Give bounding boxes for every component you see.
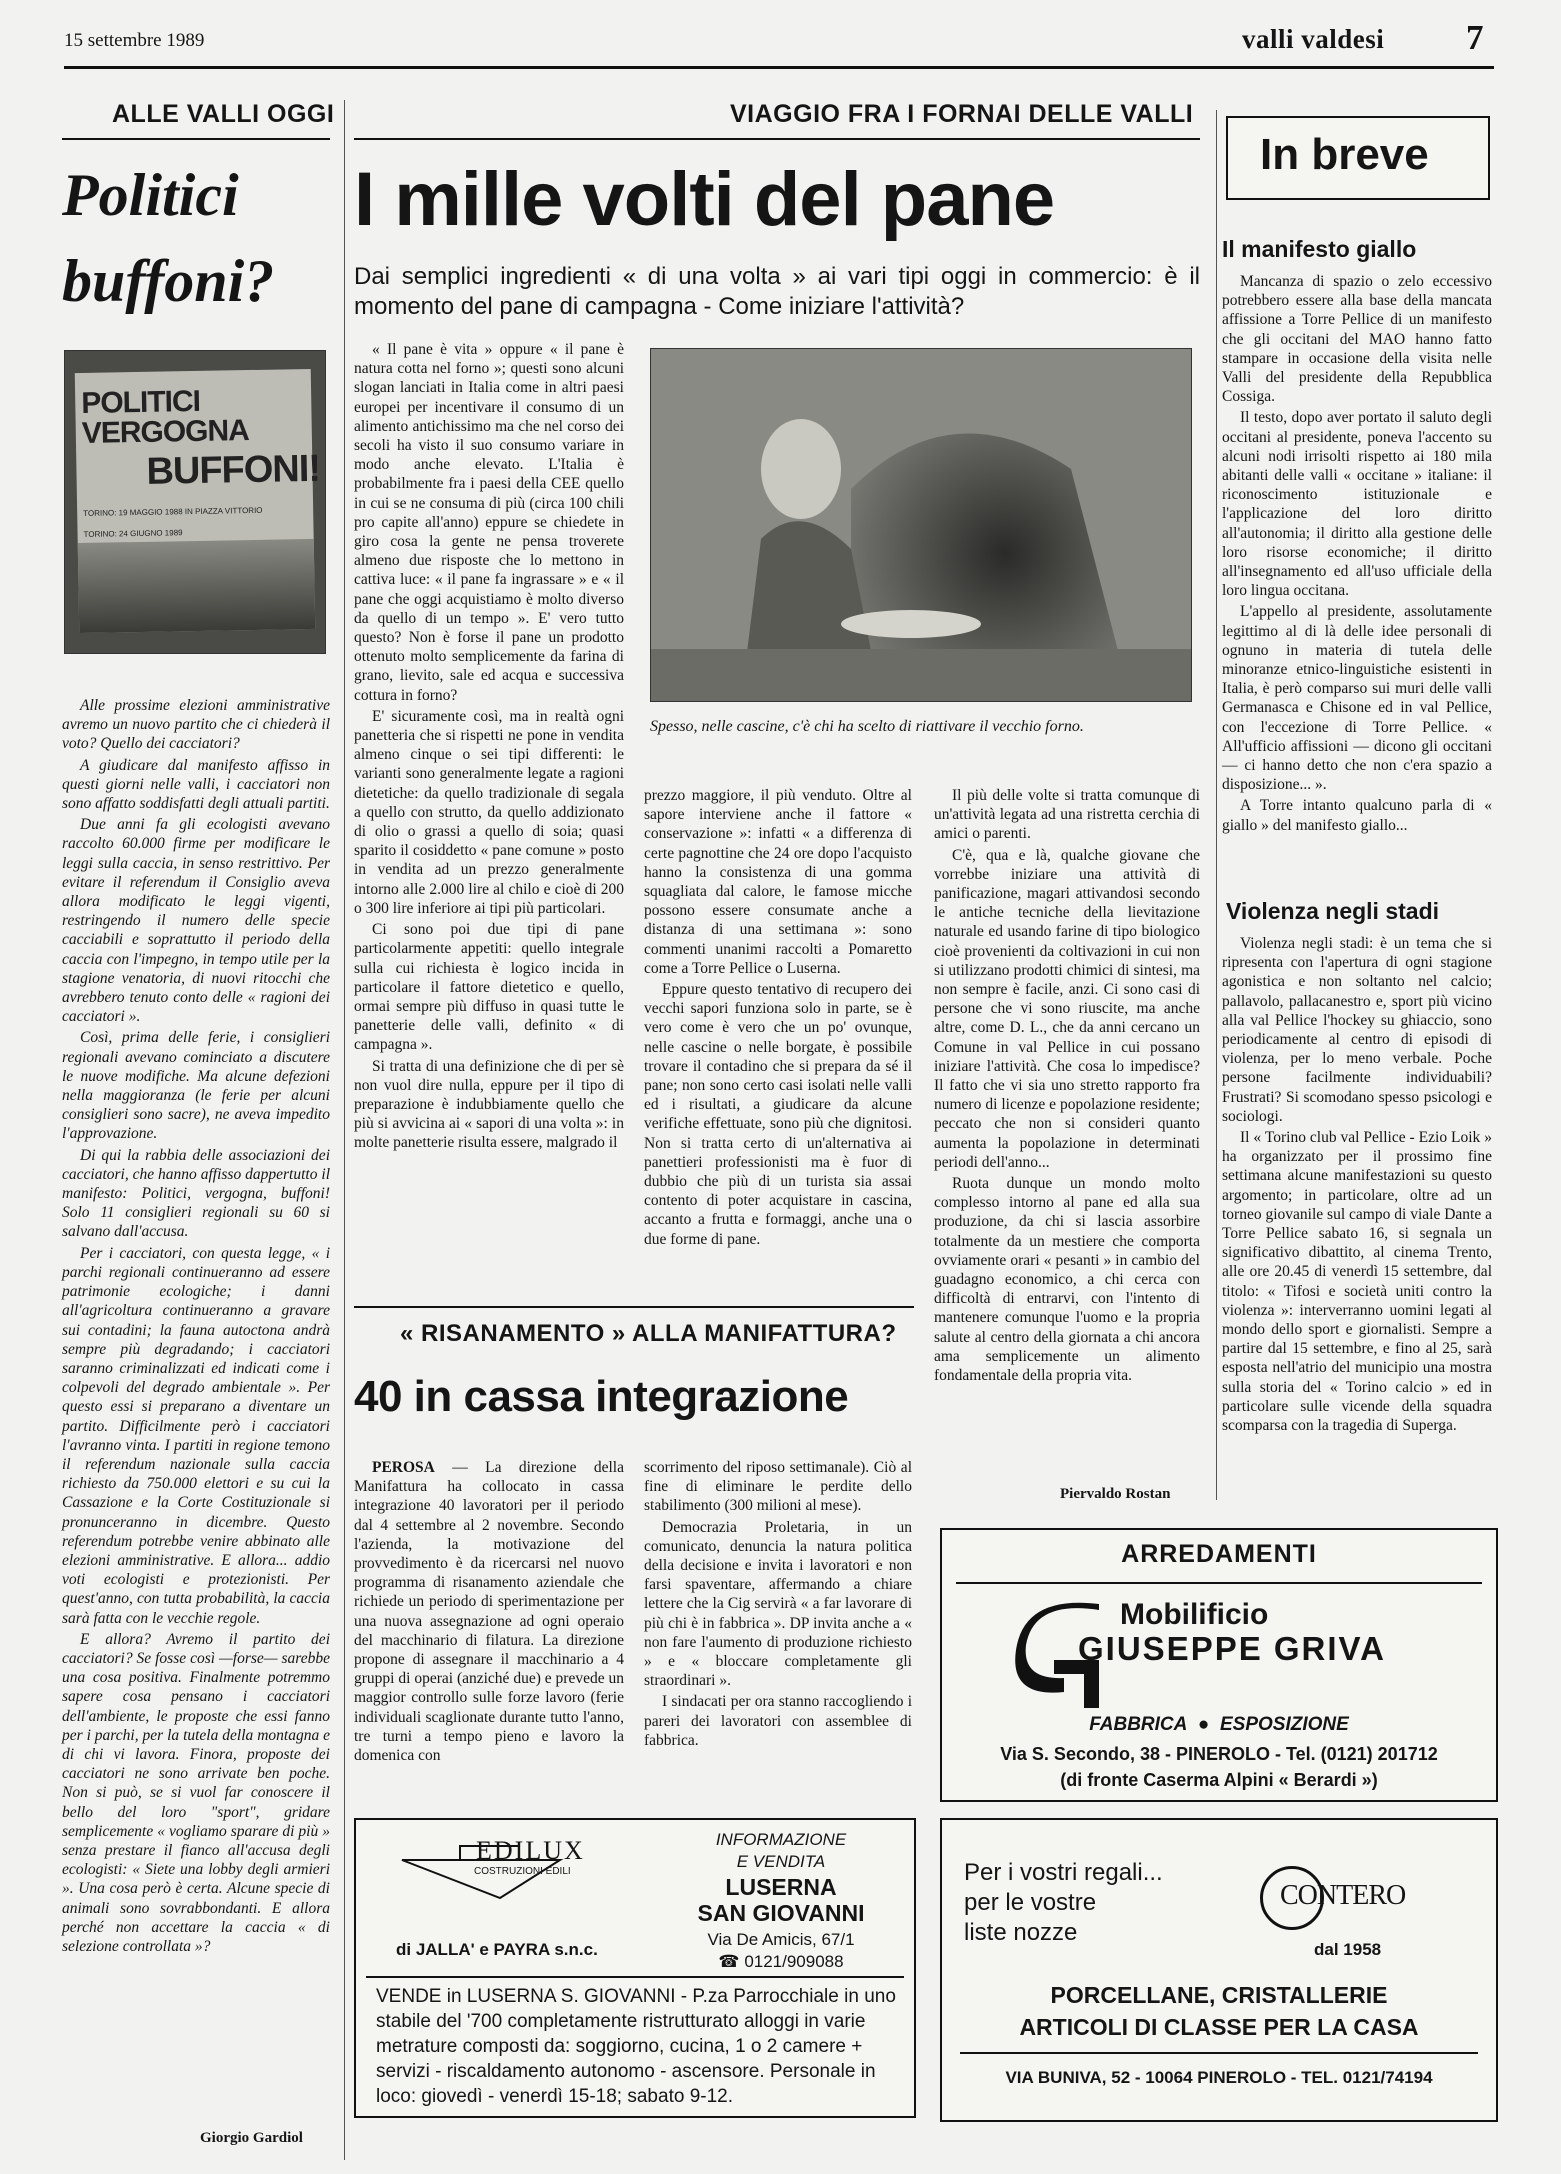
contero-products1: PORCELLANE, CRISTALLERIE xyxy=(1050,1982,1388,2008)
ad-edilux xyxy=(354,1818,916,2118)
contero-address: VIA BUNIVA, 52 - 10064 PINEROLO - TEL. 0121/74194 xyxy=(1005,2068,1433,2087)
ad-contero xyxy=(940,1818,1498,2122)
contero-products2: ARTICOLI DI CLASSE PER LA CASA xyxy=(1019,2014,1419,2040)
left-headline: Politici buffoni? xyxy=(62,162,275,314)
poster-photo: POLITICI VERGOGNA BUFFONI! TORINO: 19 MAGGIO 1988 IN PIAZZA VITTORIO TORINO: 24 GIUGNO 1989 xyxy=(64,350,326,654)
edilux-logo-sub: COSTRUZIONI EDILI xyxy=(474,1866,571,1877)
issue-date: 15 settembre 1989 xyxy=(64,30,205,51)
newspaper-name: valli valdesi xyxy=(1242,24,1385,54)
paragraph: A giudicare dal manifesto affisso in questi giorni nelle valli, i cacciatori non sono affatto soddisfatti degli attuali partiti. xyxy=(62,756,330,813)
column-divider xyxy=(344,100,345,2160)
second-article-col1 xyxy=(354,1458,624,1767)
edilux-address: Via De Amicis, 67/1 xyxy=(707,1930,855,1949)
paragraph: Democrazia Proletaria, in un comunicato, denuncia la natura politica della decisione e invita i lavoratori e non farsi spaventare, affermando a chiare lettere che la Cig servirà « a far lavorare di più chi è in fabbrica ». DP invita anche a « non fare l'aumento di produzione richiesto » e « bloccare completamente gli straordinari ». xyxy=(644,1518,912,1690)
contero-logo: CONTERO xyxy=(1260,1866,1420,1926)
ad-griva-address: Via S. Secondo, 38 - PINEROLO - Tel. (0121) 201712 xyxy=(1000,1744,1438,1764)
paragraph: Si tratta di una definizione che di per sè non vuol dire nulla, eppure per il tipo di preparazione è indubbiamente quello che più si avvicina ai « sapori di una volta »: in molte panetterie risulta essere, malgrado il xyxy=(354,1057,624,1152)
edilux-info2: E VENDITA xyxy=(736,1852,826,1871)
column-divider xyxy=(1216,110,1217,1500)
in-breve-item1-title: Il manifesto giallo xyxy=(1222,236,1417,262)
dateline: PEROSA xyxy=(372,1459,435,1476)
paragraph: Di qui la rabbia delle associazioni dei cacciatori, che hanno affisso dappertutto il manifesto: Politici, vergogna, buffoni! Solo 11 consiglieri regionali su 60 si salvano dall'accusa. xyxy=(62,1146,330,1241)
left-article-author: Giorgio Gardiol xyxy=(200,2130,303,2146)
section-kicker-main: VIAGGIO FRA I FORNAI DELLE VALLI xyxy=(730,100,1194,128)
paragraph: Così, prima delle ferie, i consiglieri regionali avevano cominciato a discutere le nuove modifiche. Ma alcune defezioni nella maggioranza (le ferie per alcuni consiglieri sono sacre), ne aveva impedito l'approvazione. xyxy=(62,1029,330,1143)
paragraph: Il più delle volte si tratta comunque di un'attività legata ad una ristretta cerchia di amici o parenti. xyxy=(934,787,1200,843)
edilux-body: VENDE in LUSERNA S. GIOVANNI - P.za Parrocchiale in uno stabile del '700 completamente ristrutturato alloggi in varie metrature composti da: soggiorno, cucina, 1 o 2 camere + servizi - riscaldamento autonomo - ascensore. Personale in loco: giovedì - venerdì 15-18; sabato 9-12. xyxy=(376,1986,896,2107)
section-kicker-second: « RISANAMENTO » ALLA MANIFATTURA? xyxy=(400,1320,897,1347)
main-subheadline: Dai semplici ingredienti « di una volta » ai vari tipi oggi in commercio: è il momento del pane di campagna - Come iniziare l'attività? xyxy=(354,263,1200,320)
ad-griva-line1: Mobilificio xyxy=(1120,1598,1269,1631)
contero-since: dal 1958 xyxy=(1314,1940,1382,1959)
left-article-body xyxy=(62,696,330,1958)
edilux-info1: INFORMAZIONE xyxy=(715,1830,847,1849)
paragraph: Violenza negli stadi: è un tema che si ripresenta con l'apertura di ogni stagione agonistica e non soltanto nel calcio; pallavolo, pallacanestro e, sport più vicino alla val Pellice l'hockey su ghiaccio, sono periodicamente al centro di episodi di violenza, per lo meno verbale. Poche persone facilmente individuabili? Frustrati? Si scomodano spesso psicologi e sociologi. xyxy=(1222,935,1492,1125)
paragraph: Alle prossime elezioni amministrative avremo un nuovo partito che ci chiederà il voto? Quello dei cacciatori? xyxy=(62,697,330,753)
edilux-rule xyxy=(366,1976,904,1978)
paragraph: prezzo maggiore, il più venduto. Oltre al sapore interviene anche il fattore « conservazione »: infatti « a differenza di certe pagnottine che 24 ore dopo l'acquisto hanno la consistenza di una gomma squagliata dal calore, le famose micche possono essere consumate anche a distanza di una settimana »: sono commenti unanimi raccolti a Pomaretto come a Torre Pellice o Luserna. xyxy=(644,787,912,977)
paragraph: I sindacati per ora stanno raccogliendo i pareri dei lavoratori con assemblee di fabbrica. xyxy=(644,1693,912,1749)
contero-slogan: Per i vostri regali... per le vostre liste nozze xyxy=(964,1859,1163,1946)
phone-icon: ☎ xyxy=(718,1952,740,1971)
edilux-company: di JALLA' e PAYRA s.n.c. xyxy=(396,1940,598,1959)
paragraph: C'è, qua e là, qualche giovane che vorrebbe iniziare una attività di panificazione, magari attivandosi secondo le antiche tecniche della lievitazione naturale ed usando farine di tipo biologico cioè provenienti da coltivazioni in cui non si utilizzano prodotti chimici di sintesi, ma non sempre è facile, anzi. Ci sono casi di persone che vi sono riuscite, ma anche altre, come D. L., che da anni cercano un Comune in val Pellice in cui possano iniziare l'attività. Che cosa lo impedisce? Il fatto che vi sia uno stretto rapporto fra numero di licenze e popolazione residente; peccato che non si consideri quanto aumenta la popolazione in determinati periodi dell'anno... xyxy=(934,846,1200,1171)
edilux-logo: EDILUX xyxy=(476,1836,585,1865)
second-article-top-rule xyxy=(354,1306,914,1308)
page-number: 7 xyxy=(1466,18,1484,57)
edilux-phone: ☎ 0121/909088 xyxy=(718,1952,844,1971)
ad-griva-note: (di fronte Caserma Alpini « Berardi ») xyxy=(1060,1770,1378,1790)
paragraph: scorrimento del riposo settimanale). Ciò al fine di eliminare le perdite dello stabilimento (300 milioni al mese). xyxy=(644,1459,912,1515)
paragraph: E allora? Avremo il partito dei cacciatori? Se fosse così —forse— sarebbe una cosa positiva. Finalmente potremmo sapere cosa pensano i cacciatori dell'ambiente, le proposte che essi fanno per i parchi, per la tutela della montagna e di chi vi lavora. Finora, proposte dei cacciatori ne sono arrivate ben poche. Non si può, se si vuol far conoscere il bello del loro "sport", gridare semplicemente « vogliamo sparare di più » senza prestare il fianco all'accusa degli ecologisti: « Siete una lobby degli armieri ». Una cosa però è certa. Alcune specie di animali sono sovrabbondanti. E allora perché non accettare la caccia « di selezione controllata »? xyxy=(62,1630,330,1955)
bread-oven-photo xyxy=(650,348,1192,702)
contero-rule xyxy=(960,2052,1478,2054)
paragraph: Due anni fa gli ecologisti avevano raccolto 60.000 firme per modificare le leggi sulla caccia, in senso restrittivo. Per evitare il referendum il Consiglio aveva allora modificato le leggi vigenti, restringendo il numero delle specie cacciabili e soprattutto il periodo della caccia con l'impegno, in tempo utile per la stagione venatoria, di nuovi ritocchi che avrebbero tenuto conto delle « ragioni dei cacciatori ». xyxy=(62,816,330,1026)
paragraph-text: — La direzione della Manifattura ha collocato in cassa integrazione 40 lavoratori per il periodo dal 4 settembre al 2 novembre. Secondo l'azienda, la motivazione del provvedimento è da ricercarsi nel nuovo programma di risanamento aziendale che richiede un periodo di sperimentazione per una nuova assegnazione ad ogni operaio del macchinario di filatura. La direzione propone di assegnare il macchinario a 4 gruppi di operai (anziché due) e prevede un maggior controllo sulle forze lavoro (ferie individuali scaglionate durante tutto l'anno, tre turni a tempo pieno e lavoro la domenica con xyxy=(354,1459,624,1765)
paragraph: Per i cacciatori, con questa legge, « i parchi regionali continueranno ad essere patrimonie ecologiche; i danni all'agricoltura continueranno a gravare sui contadini; la fauna autoctona andrà sempre più degradando; i cacciatori saranno criminalizzati ed indicati come i colpevoli del degrado ambientale ». Per questo essi si preparano a diventare un partito. Difficilmente però i cacciatori l'avranno vinta. I partiti in regione temono il referendum nazionale sulla caccia richiesto da 750.000 elettori e su cui la Cassazione e la Corte Costituzionale si pronunceranno in dicembre. Questo referendum potrebbe venire abbinato alle elezioni amministrative. E allora... addio voti ecologisti e protezionisti. Per quest'anno, con tutta probabilità, la caccia sarà fatta con le vecchie regole. xyxy=(62,1244,330,1627)
ad-griva-line2: GIUSEPPE GRIVA xyxy=(1078,1630,1386,1667)
header-rule xyxy=(64,66,1494,69)
in-breve-item1-body xyxy=(1222,272,1492,837)
paragraph: Il testo, dopo aver portato il saluto degli occitani al presidente, poneva l'accento su alcuni nodi irrisolti rispetto ai 180 mila abitanti delle valli « occitane » italiane: il riconoscimento istituzionale e l'applicazione del loro diritto all'autonomia; il diritto alla gestione delle loro risorse economiche; il diritto all'insegnamento ed all'uso ufficiale della loro lingua occitana. xyxy=(1222,409,1492,600)
ad-griva xyxy=(940,1528,1498,1802)
in-breve-item2-body xyxy=(1222,934,1492,1437)
paragraph: Il « Torino club val Pellice - Ezio Loik » ha organizzato per il prossimo fine settimana alcune manifestazioni su questo argomento; in particolare, oltre ad un torneo giovanile sul campo di viale Dante a Torre Pellice sabato 16, si segnala un significativo dibattito, al cinema Trento, alle ore 20.45 di venerdì 15 settembre, dal titolo: « Tifosi e società uniti contro la violenza »: interverranno uomini legati al mondo dello sport e giornalisti. Sempre a partire dal 15 settembre, e fino al 25, sarà esposta nell'atrio del municipio una mostra sulla storia del « Torino calcio » ed in particolare sulle vicende della squadra scomparsa con la tragedia di Superga. xyxy=(1222,1129,1492,1435)
in-breve-box xyxy=(1226,116,1490,200)
second-headline: 40 in cassa integrazione xyxy=(354,1372,849,1421)
photo-caption: Spesso, nelle cascine, c'è chi ha scelto di riattivare il vecchio forno. xyxy=(650,718,1084,735)
main-article-col1 xyxy=(354,340,624,1155)
paragraph: Mancanza di spazio o zelo eccessivo potrebbero essere alla base della mancata affissione a Torre Pellice di un manifesto che gli occitani del MAO hanno fatto stampare in occasione della visita nelle Valli del presidente della Repubblica Cossiga. xyxy=(1222,273,1492,406)
kicker-rule-left xyxy=(62,138,330,140)
kicker-rule-main xyxy=(354,138,1200,140)
edilux-city2: SAN GIOVANNI xyxy=(697,1900,865,1926)
ad-griva-rule xyxy=(956,1582,1482,1584)
main-article-author: Piervaldo Rostan xyxy=(1060,1486,1171,1502)
paragraph: Eppure questo tentativo di recupero dei vecchi sapori funziona solo in parte, se è vero come è vero che un po' ovunque, nelle cascine o nelle borgate, è possibile trovare il contadino che si prepara da sé il pane; non sono certo casi isolati nelle valli ed i risultati, a giudicare da alcune verifiche effettuate, sono più che dignitosi. Non si tratta certo di un'alternativa ai panettieri professionisti ma è fuor di dubbio che più di un turista sia assai contento di poter acquistare in cascina, accanto a frutta e formaggi, anche una o due forme di pane. xyxy=(644,981,912,1248)
paragraph: E' sicuramente così, ma in realtà ogni panetteria che si rispetti ne pone in vendita almeno cinque o sei tipi differenti: le varianti sono generalmente legate a ragioni dietetiche: da quello tradizionale di segala a quello con strutto, da quello addizionato di olio o grassi a quello di soia; quasi sparito il cosiddetto « pane comune » posto in vendita ad un prezzo generalmente intorno alle 2.000 lire al chilo e cioè di 200 o 300 lire inferiore ai tipi più particolari. xyxy=(354,707,624,917)
section-kicker-left: ALLE VALLI OGGI xyxy=(112,100,335,128)
ad-griva-heading: ARREDAMENTI xyxy=(1121,1540,1317,1568)
main-headline: I mille volti del pane xyxy=(354,157,1055,242)
ad-griva-line3: FABBRICA ● ESPOSIZIONE xyxy=(1089,1714,1349,1735)
paragraph: A Torre intanto qualcuno parla di « giallo » del manifesto giallo... xyxy=(1222,797,1492,834)
paragraph: Ci sono poi due tipi di pane particolarmente appetiti: quello integrale sulla cui richiesta è logico incida in particolare il fattore dietetico e quello, ormai sempre più diffuso in quasi tutte le panetterie delle valli, definito « di campagna ». xyxy=(354,921,624,1054)
oven-illustration xyxy=(651,349,1191,701)
paragraph: « Il pane è vita » oppure « il pane è natura cotta nel forno »; questi sono alcuni slogan lanciati in Italia come in altri paesi europei per incentivare il consumo di un alimento antichissimo ma che nel corso dei secoli ha visto il suo consumo variare in modo anche elevato. L'Italia è probabilmente fra i paesi della CEE quello in cui se ne consuma di più (circa 100 chili pro capite all'anno) eppure se chiedete in giro cosa la gente ne pensa troverete almeno due risposte che lo mettono in cattiva luce: « il pane fa ingrassare » e « il pane che oggi acquistiamo è molto diverso da quello di un tempo ». E' vero tutto questo? Non è forse il pane un prodotto ottenuto molto semplicemente da farina di grano, lievito, sale ed acqua e successiva cottura in forno? xyxy=(354,341,624,704)
edilux-city1: LUSERNA xyxy=(725,1874,837,1900)
main-article-col3 xyxy=(934,786,1200,1387)
second-article-col2 xyxy=(644,1458,912,1752)
in-breve-item2-title: Violenza negli stadi xyxy=(1226,898,1440,924)
paragraph: L'appello al presidente, assolutamente legittimo al di là delle idee personali di ognuno in materia di tutela delle minoranze etnico-linguistiche esistenti in Italia, è però comparso sui muri delle valli Germanasca e Chisone ed in val Pellice, con l'eccezione di Torre Pellice. « All'ufficio affissioni — dicono gli occitani — ci hanno detto che non c'era spazio a disposizione... ». xyxy=(1222,603,1492,794)
main-article-col2 xyxy=(644,786,912,1251)
in-breve-title: In breve xyxy=(1260,130,1429,179)
paragraph: Ruota dunque un mondo molto complesso intorno al pane ed alla sua produzione, da chi si lascia assorbire totalmente da un mestiere che comporta ovviamente orari « pesanti » in cambio del guadagno economico, a chi cerca con difficoltà di entrarvi, con l'intento di mantenere comunque l'uomo e la propria salute al centro della giornata a chi ancora ama semplicemente un alimento fondamentale della propria vita. xyxy=(934,1175,1200,1385)
